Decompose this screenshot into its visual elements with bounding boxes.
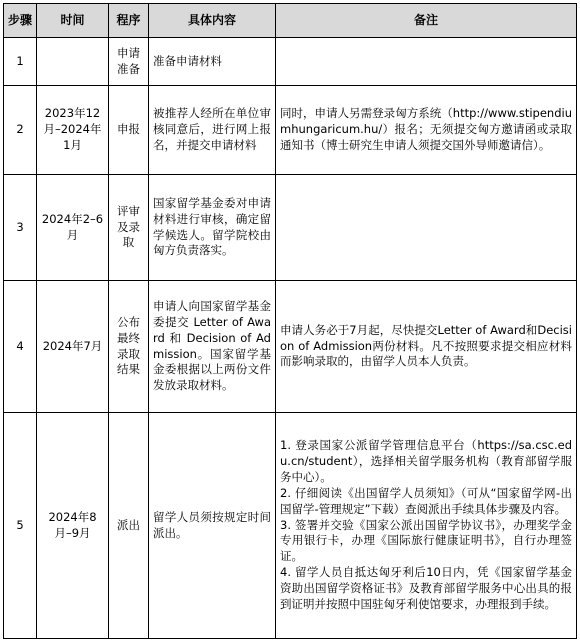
table-row xyxy=(4,281,577,413)
cell-content: 国家留学基金委对申请材料进行审核，确定留学候选人。留学院校由匈方负责落实。 xyxy=(149,175,276,281)
note-text: 同时，申请人另需登录匈方系统（http://www.stipendiumhungaricum.hu/）报名；无须提交匈方邀请函或录取通知书（博士研究生申请人须提交国外导师邀请信）。 xyxy=(280,106,572,152)
header-procedure: 程序 xyxy=(109,4,149,38)
cell-time: 2024年2–6月 xyxy=(37,175,109,281)
table-row xyxy=(4,86,577,175)
application-steps-table xyxy=(3,3,577,639)
cell-time: 2024年8月–9月 xyxy=(37,413,109,639)
header-notes: 备注 xyxy=(276,4,577,38)
header-time: 时间 xyxy=(37,4,109,38)
header-step: 步骤 xyxy=(4,4,37,38)
cell-procedure: 派出 xyxy=(109,413,149,639)
cell-step: 3 xyxy=(4,175,37,281)
table-row xyxy=(4,38,577,86)
cell-step: 4 xyxy=(4,281,37,413)
cell-procedure: 评审及录取 xyxy=(109,175,149,281)
cell-notes xyxy=(276,281,577,413)
cell-time: 2023年12月–2024年1月 xyxy=(37,86,109,175)
cell-content: 申请人向国家留学基金委提交 Letter of Award 和 Decision of Admission。国家留学基金委根据以上两份文件发放录取材料。 xyxy=(149,281,276,413)
cell-step: 2 xyxy=(4,86,37,175)
cell-notes xyxy=(276,175,577,281)
cell-notes xyxy=(276,86,577,175)
cell-procedure: 申报 xyxy=(109,86,149,175)
note-item: 1. 登录国家公派留学管理信息平台（https://sa.csc.edu.cn/student），选择相关留学服务机构（教育部留学服务中心）。 xyxy=(280,438,572,484)
cell-procedure: 公布最终录取结果 xyxy=(109,281,149,413)
note-item: 3. 签署并交验《国家公派出国留学协议书》，办理奖学金专用银行卡，办理《国际旅行健康证明书》，自行办理签证。 xyxy=(280,517,572,564)
cell-content: 被推荐人经所在单位审核同意后，进行网上报名，并提交申请材料 xyxy=(149,86,276,175)
table-container xyxy=(3,3,577,639)
cell-notes xyxy=(276,413,577,639)
cell-time: 2024年7月 xyxy=(37,281,109,413)
cell-step: 5 xyxy=(4,413,37,639)
note-item: 2. 仔细阅读《出国留学人员须知》（可从“国家留学网-出国留学-管理规定”下载）查阅派出手续具体步骤及内容。 xyxy=(280,485,572,516)
note-text: 申请人务必于7月起，尽快提交Letter of Award和Decision of Admission两份材料。凡不按照要求提交相应材料而影响录取的，由留学人员本人负责。 xyxy=(280,322,572,369)
cell-procedure: 申请准备 xyxy=(109,38,149,86)
header-content: 具体内容 xyxy=(149,4,276,38)
cell-time xyxy=(37,38,109,86)
note-item: 4. 留学人员自抵达匈牙利后10日内，凭《国家留学基金资助出国留学资格证书》及教育部留学服务中心出具的报到证明并按照中国驻匈牙利使馆要求，办理报到手续。 xyxy=(280,565,572,611)
cell-content: 准备申请材料 xyxy=(149,38,276,86)
table-header-row xyxy=(4,4,577,38)
cell-notes xyxy=(276,38,577,86)
cell-step: 1 xyxy=(4,38,37,86)
table-row xyxy=(4,175,577,281)
table-row xyxy=(4,413,577,639)
cell-content: 留学人员须按规定时间派出。 xyxy=(149,413,276,639)
